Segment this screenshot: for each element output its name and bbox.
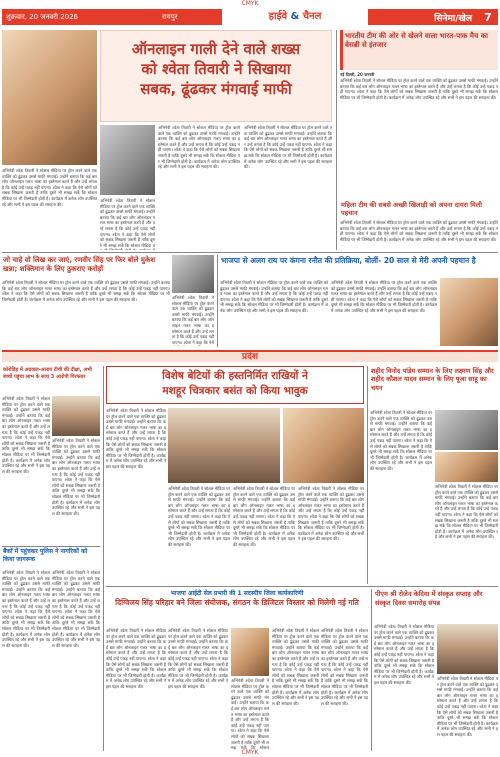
bottom-right-body-1: अभिनेत्री श्वेता तिवारी ने सोशल मीडिया पर ट्रोल करने वाले एक व्यक्ति को ढूंढकर उससे माफी मंगवाई। उन्होंने बताया कि कई बार लोग ऑनलाइन गलत भाषा का इस्तेमाल करते हैं और उन्हें लगता है कि कोई उन्हें पकड़ नहीं पाएगा। श्वेता ने कहा कि ऐसे लोगों को सबक सिखाना जरूरी है ताकि दूसरे भी समझ सकें कि सोशल मीडिया पर भी जिम्मेदारी होती है। कार्यक्रम में अनेक लोग उपस्थित रहे और सभी ने इस पहल की सराहना की।	[374, 624, 434, 685]
right-story1-dateline: नई दिल्ली, 20 जनवरी	[340, 72, 375, 77]
bottom-center-header	[106, 589, 368, 625]
police-photo	[52, 396, 100, 436]
lower-center-headline-1: विशेष बेटियों की हस्तनिर्मित राखियों ने	[162, 370, 308, 382]
cmyk-mark-bottom: CMYK	[241, 749, 259, 756]
story-thumbnail	[100, 125, 155, 195]
masthead-city: रायपुर	[162, 12, 178, 21]
rakhi-event-photo	[168, 408, 280, 483]
masthead	[2, 9, 498, 25]
main-story-col-1: अभिनेत्री श्वेता तिवारी ने सोशल मीडिया पर ट्रोल करने वाले एक व्यक्ति को ढूंढकर उससे माफी मंगवाई। उन्होंने बताया कि कई बार लोग ऑनलाइन गलत भाषा का इस्तेमाल करते हैं और उन्हें लगता है कि कोई उन्हें पकड़ नहीं पाएगा। श्वेता ने कहा कि ऐसे लोगों को सबक सिखाना जरूरी है ताकि दूसरे भी समझ सकें कि सोशल मीडिया पर भी जिम्मेदारी होती है। कार्यक्रम में अनेक लोग उपस्थित रहे और सभी ने इस पहल की सराहना की।	[158, 125, 240, 170]
right-story1-header	[340, 30, 498, 70]
cmyk-mark-top: CMYK	[241, 0, 259, 7]
main-story-col-thumb: अभिनेत्री श्वेता तिवारी ने सोशल मीडिया पर ट्रोल करने वाले एक व्यक्ति को ढूंढकर उससे माफी मंगवाई। उन्होंने बताया कि कई बार लोग ऑनलाइन गलत भाषा का इस्तेमाल करते हैं और उन्हें लगता है कि कोई उन्हें पकड़ नहीं पाएगा। श्वेता ने कहा कि ऐसे लोगों को सबक सिखाना जरूरी है ताकि दूसरे भी समझ सकें कि सोशल मीडिया प	[100, 198, 155, 248]
lower-left2-headline: बैंकों में पहुंचकर पुलिस ने नागरिकों को किया जागरूक	[3, 548, 88, 563]
digvijay-photo	[231, 628, 269, 676]
main-headline-3: सबक, ढूंढकर मंगवाई माफी	[140, 80, 292, 98]
main-headline-1: ऑनलाइन गाली देने वाले शख्स	[131, 40, 301, 58]
lower-left1-headline: कोरोडिह में अग्रवाल-अलाय टीची की दीक्षा, अभी बच्चों पहुंचा लाभ के साथ 3 आरोपी गिरफ्तार	[3, 367, 92, 380]
right-story1-headline: भारतीय टीम की ओर से खेलने वाला भारत-पाक मैच का बेसब्री से इंतजार	[345, 32, 488, 49]
logo-ampersand: &	[290, 11, 300, 22]
bottom-right-header	[374, 589, 498, 621]
lower-left2-header	[2, 546, 100, 568]
mid-left-headline: जो चाहे वो लिख कर जाएं, रणवीर सिंह पर फिर बोले मुकेश खन्ना; शक्तिमान के लिए ठुकराए करोड़ों	[3, 256, 156, 273]
horizontal-rule-1	[2, 252, 498, 253]
sanskrit-event-photo	[437, 624, 498, 674]
mid-left-body-2: अभिनेत्री श्वेता तिवारी ने सोशल मीडिया पर ट्रोल करने वाले एक व्यक्ति को ढूंढकर उससे माफी मंगवाई। उन्होंने बताया कि कई बार लोग ऑनलाइन गलत भाषा का इस्तेमाल करते हैं और उन्हें लगता है कि कोई उन्हें पकड़ नहीं पाएगा। श्वेता ने कहा कि ऐसे	[172, 295, 214, 345]
main-story-col-0: अभिनेत्री श्वेता तिवारी ने सोशल मीडिया पर ट्रोल करने वाले एक व्यक्ति को ढूंढकर उससे माफी मंगवाई। उन्होंने बताया कि कई बार लोग ऑनलाइन गलत भाषा का इस्तेमाल करते हैं और उन्हें लगता है कि कोई उन्हें पकड़ नहीं पाएगा। श्वेता ने कहा कि ऐसे लोगों को सबक सिखाना जरूरी है ताकि दूसरे भी समझ सकें कि सोशल मीडिया पर भी जिम्मेदारी होती है। कार्यक्रम में अनेक लोग उपस्थित रहे और सभी ने इस पहल की सराहना की।	[2, 168, 97, 207]
bottom-center-headline: दिग्विजय सिंह परिहार बने जिला संयोजक, संगठन के डिजिटल विस्तार को मिलेगी नई गति	[115, 598, 359, 607]
newspaper-logo	[222, 9, 368, 25]
right-story2-header	[340, 200, 498, 218]
lower-center-header	[106, 366, 364, 404]
actress-photo	[2, 30, 97, 165]
bottom-center-body-4: अभिनेत्री श्वेता तिवारी ने सोशल मीडिया पर ट्रोल करने वाले एक व्यक्ति को ढूंढकर उससे माफी मंगवाई। उन्होंने बताया कि कई बार लोग ऑनलाइन गलत भाषा का इस्तेमाल करते हैं और उन्हें लगता है कि कोई उन्हें पकड़ नहीं पाएगा। श्वेता ने कहा कि ऐसे लोगों को सबक सिखाना जरूरी है ताकि दूसरे भी समझ सकें कि सोशल मीडिया पर भी जिम्मेदारी होती है। कार्यक्रम में अनेक लोग उपस्थित रहे और सभी ने इस पहल की सराहना की।	[272, 628, 319, 706]
lower-center-body-4: अभिनेत्री श्वेता तिवारी ने सोशल मीडिया पर ट्रोल करने वाले एक व्यक्ति को ढूंढकर उससे माफी मंगवाई। उन्होंने बताया कि कई बार लोग ऑनलाइन गलत भाषा का इस्तेमाल करते हैं और उन्हें लगता है कि कोई उन्हें पकड़ नहीं पाएगा। श्वेता ने कहा कि ऐसे लोगों को सबक सिखाना जरूरी है ताकि दूसरे भी समझ सकें कि सोशल मीडिया पर भी जिम्मेदारी होती है। कार्यक्रम में अनेक लोग उपस्थित रहे और सभी ने इस पहल की सराहना की।	[298, 486, 364, 542]
section-name: सिनेमा/खेल	[434, 13, 472, 24]
lower-left1-header	[2, 366, 100, 394]
mid-left-header	[2, 255, 170, 277]
main-headline-2: को श्वेता तिवारी ने सिखाया	[141, 60, 291, 78]
bottom-center-kicker: भाजपा आईटी सेल प्रभारी की 1 सदस्यीय जिला कार्यकारिणी	[170, 590, 304, 597]
lower-center-body-2: अभिनेत्री श्वेता तिवारी ने सोशल मीडिया पर ट्रोल करने वाले एक व्यक्ति को ढूंढकर उससे माफी मंगवाई। उन्होंने बताया कि कई बार लोग ऑनलाइन गलत भाषा का इस्तेमाल करते हैं और उन्हें लगता है कि कोई उन्हें पकड़ नहीं पाएगा। श्वेता ने कहा कि ऐसे लोगों को सबक सिखाना जरूरी है ताकि दूसरे भी समझ सकें कि सोशल मीडिया पर भी जिम्मेदारी होती है। कार्यक्रम में अनेक लोग उपस्थित रहे और सभी ने इस पहल की सराहना की।	[168, 486, 230, 547]
painter-photo	[283, 408, 364, 483]
column-divider-lower-right	[367, 366, 368, 584]
mid-left-body: अभिनेत्री श्वेता तिवारी ने सोशल मीडिया पर ट्रोल करने वाले एक व्यक्ति को ढूंढकर उससे माफी मंगवाई। उन्होंने बताया कि कई बार लोग ऑनलाइन गलत भाषा का इस्तेमाल करते हैं और उन्हें लगता है कि कोई उन्हें पकड़ नहीं पाएगा। श्वेता ने कहा कि ऐसे लोगों को सबक सिखाना जरूरी है ताकि दूसरे भी समझ सकें कि सोशल मीडिया पर भी जिम्मेदारी होती है। कार्यक्रम में अनेक लोग उपस्थित रहे और सभी ने इस पहल की सराहना की।	[2, 280, 170, 302]
lower-left2-body-1: अभिनेत्री श्वेता तिवारी ने सोशल मीडिया पर ट्रोल करने वाले एक व्यक्ति को ढूंढकर उससे माफी मंगवाई। उन्होंने बताया कि कई बार लोग ऑनलाइन गलत भाषा का इस्तेमाल करते हैं और उन्हें लगता है कि कोई उन्हें पकड़ नहीं पाएगा। श्वेता ने कहा कि ऐसे लोगों को सबक सिखाना जरूरी है ताकि दूसरे भी समझ सकें कि सोशल मीडिया पर भी जिम्मेदारी होती है। कार्यक्रम में अनेक लोग उपस्थित रहे और सभी ने इस पहल की सराहना की।	[2, 570, 50, 648]
mid-right-body-1: अभिनेत्री श्वेता तिवारी ने सोशल मीडिया पर ट्रोल करने वाले एक व्यक्ति को ढूंढकर उससे माफी मंगवाई। उन्होंने बताया कि कई बार लोग ऑनलाइन गलत भाषा का इस्तेमाल करते हैं और उन्हें लगता है कि कोई उन्हें पकड़ नहीं पाएगा। श्वेता ने कहा कि ऐसे लोगों को सबक सिखाना जरूरी है ताकि दूसरे भी समझ सकें कि सोशल मीडिया पर भी जिम्मेदारी होती है। कार्यक्रम में अनेक लोग उपस्थित रहे और सभी ने इस पहल की सराहना की।	[220, 280, 328, 313]
pradesh-section-band: प्रदेश	[2, 350, 498, 362]
logo-part-a: हाईवे	[268, 11, 288, 22]
martyr-photo-1	[435, 410, 498, 450]
kangana-photo	[440, 278, 498, 346]
right-story2-body: अभिनेत्री श्वेता तिवारी ने सोशल मीडिया पर ट्रोल करने वाले एक व्यक्ति को ढूंढकर उससे माफी मंगवाई। उन्होंने बताया कि कई बार लोग ऑनलाइन गलत भाषा का इस्तेमाल करते हैं और उन्हें लगता है कि कोई उन्हें पकड़ नहीं पाएगा। श्वेता ने कहा कि ऐसे लोगों को सबक सिखाना जरूरी है ताकि दूसरे भी समझ सकें कि सोशल मीडिया पर भी जिम्मेदारी होती है। कार्यक्रम में अनेक लोग उपस्थित रहे और सभी ने इस पहल की सराहना की।	[340, 220, 498, 242]
bottom-center-body-1: अभिनेत्री श्वेता तिवारी ने सोशल मीडिया पर ट्रोल करने वाले एक व्यक्ति को ढूंढकर उससे माफी मंगवाई। उन्होंने बताया कि कई बार लोग ऑनलाइन गलत भाषा का इस्तेमाल करते हैं और उन्हें लगता है कि कोई उन्हें पकड़ नहीं पाएगा। श्वेता ने कहा कि ऐसे लोगों को सबक सिखाना जरूरी है ताकि दूसरे भी समझ सकें कि सोशल मीडिया पर भी जिम्मेदारी होती है। कार्यक्रम में अनेक लोग उपस्थित रहे और सभी ने इस पहल की सराहना की।	[106, 628, 166, 689]
lower-right-body-1: अभिनेत्री श्वेता तिवारी ने सोशल मीडिया पर ट्रोल करने वाले एक व्यक्ति को ढूंढकर उससे माफी मंगवाई। उन्होंने बताया कि कई बार लोग ऑनलाइन गलत भाषा का इस्तेमाल करते हैं और उन्हें लगता है कि कोई उन्हें पकड़ नहीं पाएगा। श्वेता ने कहा कि ऐसे लोगों को सबक सिखाना जरूरी है ताकि दूसरे भी समझ सकें कि सोशल मीडिया पर भी जिम्मेदारी होती है। कार्यक्रम में अनेक लोग उपस्थित रहे और सभी ने इस पहल की सराहना की।	[370, 410, 432, 471]
mid-right-body-2: अभिनेत्री श्वेता तिवारी ने सोशल मीडिया पर ट्रोल करने वाले एक व्यक्ति को ढूंढकर उससे माफी मंगवाई। उन्होंने बताया कि कई बार लोग ऑनलाइन गलत भाषा का इस्तेमाल करते हैं और उन्हें लगता है कि कोई उन्हें पकड़ नहीं पाएगा। श्वेता ने कहा कि ऐसे लोगों को सबक सिखाना जरूरी है ताकि दूसरे भी समझ सकें कि सोशल मीडिया पर भी जिम्मेदारी होती है। कार्यक्रम में अनेक लोग उपस्थित रहे और सभी ने इस पहल की सराहना की।	[331, 280, 437, 313]
logo-part-b: चैनल	[302, 11, 322, 22]
lower-left1-body-2: अभिनेत्री श्वेता तिवारी ने सोशल मीडिया पर ट्रोल करने वाले एक व्यक्ति को ढूंढकर उससे माफी मंगवाई। उन्होंने बताया कि कई बार लोग ऑनलाइन गलत भाषा का इस्तेमाल करते हैं और उन्हें लगता है कि कोई उन्हें पकड़ नहीं पाएगा। श्वेता ने कहा कि ऐसे लोगों को सबक सिखाना जरूरी है ताकि दूसरे भी समझ सकें कि सोशल मीडिया पर भी जिम्मेदारी होती है। कार्यक्रम में अनेक लोग उपस्थित रहे और सभी ने इस पहल की सराहना की।	[52, 438, 100, 516]
column-divider-mid	[217, 255, 218, 347]
awardee-photo	[435, 452, 498, 482]
main-headline-box	[100, 30, 332, 122]
lower-center-headline-2: मशहूर चित्रकार बसंत को किया भावुक	[162, 385, 308, 397]
lower-center-body-1: अभिनेत्री श्वेता तिवारी ने सोशल मीडिया पर ट्रोल करने वाले एक व्यक्ति को ढूंढकर उससे माफी मंगवाई। उन्होंने बताया कि कई बार लोग ऑनलाइन गलत भाषा का इस्तेमाल करते हैं और उन्हें लगता है कि कोई उन्हें पकड़ नहीं पाएगा। श्वेता ने कहा कि ऐसे लोगों को सबक सिखाना जरूरी है ताकि दूसरे भी समझ सकें कि सोशल मीडिया पर भी जिम्मेदारी होती है। कार्यक्रम में अनेक लोग उपस्थित रहे और सभी ने इस पहल की सराहना की।	[106, 408, 166, 469]
lower-left2-body-2: अभिनेत्री श्वेता तिवारी ने सोशल मीडिया पर ट्रोल करने वाले एक व्यक्ति को ढूंढकर उससे माफी मंगवाई। उन्होंने बताया कि कई बार लोग ऑनलाइन गलत भाषा का इस्तेमाल करते हैं और उन्हें लगता है कि कोई उन्हें पकड़ नहीं पाएगा। श्वेता ने कहा कि ऐसे लोगों को सबक सिखाना जरूरी है ताकि दूसरे भी समझ सकें कि सोशल मीडिया पर भी जिम्मेदारी होती है। कार्यक्रम में अनेक लोग उपस्थित रहे और सभी ने इस पहल की सराहना की।	[52, 570, 100, 648]
bottom-right-headline: पीएम श्री रोजेन केदिया में संस्कृत सप्ताह और संस्कृत दिवस समारोह संपन्न	[375, 590, 483, 607]
column-divider-bottom	[371, 589, 372, 751]
mid-right-header	[220, 255, 498, 277]
mukesh-khanna-photo	[172, 255, 214, 293]
masthead-date: शुक्रवार, 20 जनवरी 2026	[6, 12, 78, 21]
lower-right-body-2: अभिनेत्री श्वेता तिवारी ने सोशल मीडिया पर ट्रोल करने वाले एक व्यक्ति को ढूंढकर उससे माफी मंगवाई। उन्होंने बताया कि कई बार लोग ऑनलाइन गलत भाषा का इस्तेमाल करते हैं और उन्हें लगता है कि कोई उन्हें पकड़ नहीं पाएगा। श्वेता ने कहा कि ऐसे लोगों को सबक सिखाना जरूरी है ताकि दूसरे भी समझ सकें कि सोशल मीडिया पर भी जिम्मेदारी होती है। कार्यक्रम में अनेक लोग उपस्थित रहे और सभी ने इस पहल की सराहना की।	[435, 484, 498, 540]
lower-center-body-3: अभिनेत्री श्वेता तिवारी ने सोशल मीडिया पर ट्रोल करने वाले एक व्यक्ति को ढूंढकर उससे माफी मंगवाई। उन्होंने बताया कि कई बार लोग ऑनलाइन गलत भाषा का इस्तेमाल करते हैं और उन्हें लगता है कि कोई उन्हें पकड़ नहीं पाएगा। श्वेता ने कहा कि ऐसे लोगों को सबक सिखाना जरूरी है ताकि दूसरे भी समझ सकें कि सोशल मीडिया पर भी जिम्मेदारी होती है। कार्यक्रम में अनेक लोग उपस्थित रहे और सभी ने इस पहल की सराहना की।	[233, 486, 295, 547]
column-divider-lower-left	[103, 366, 104, 751]
bottom-right-body-2: अभिनेत्री श्वेता तिवारी ने सोशल मीडिया पर ट्रोल करने वाले एक व्यक्ति को ढूंढकर उससे माफी मंगवाई। उन्होंने बताया कि कई बार लोग ऑनलाइन गलत भाषा का इस्तेमाल करते हैं और उन्हें लगता है कि कोई उन्हें पकड़ नहीं पाएगा। श्वेता ने कहा कि ऐसे लोगों को सबक सिखाना जरूरी है ताकि दूसरे भी समझ सकें कि सोशल मीडिया पर भी जिम्मेदारी होती है। कार्यक्रम में अनेक लोग उपस्थित रहे और सभी ने इस पहल की सराहना की।	[437, 676, 498, 737]
main-story-col-2: अभिनेत्री श्वेता तिवारी ने सोशल मीडिया पर ट्रोल करने वाले एक व्यक्ति को ढूंढकर उससे माफी मंगवाई। उन्होंने बताया कि कई बार लोग ऑनलाइन गलत भाषा का इस्तेमाल करते हैं और उन्हें लगता है कि कोई उन्हें पकड़ नहीं पाएगा। श्वेता ने कहा कि ऐसे लोगों को सबक सिखाना जरूरी है ताकि दूसरे भी समझ सकें कि सोशल मीडिया पर भी जिम्मेदारी होती है। कार्यक्रम में अनेक लोग उपस्थित रहे और सभी ने इस पहल की सराहना की।	[244, 125, 332, 170]
lower-right-headline: शहीद विनोद पांडेय सम्मान के लिए लक्ष्मण सिंह और शहीद कौशल यादव सम्मान के लिए पूजा साहू का चयन	[371, 367, 494, 392]
bottom-center-body-3: अभिनेत्री श्वेता तिवारी ने सोशल मीडिया पर ट्रोल करने वाले एक व्यक्ति को ढूंढकर उससे माफी मंगवाई। उन्होंने बताया कि कई बार लोग ऑनलाइन गलत भाषा का इस्तेमाल करते हैं और उन्हें लगता है कि कोई उन्हें पकड़ नहीं पाएगा। श्वेता ने कहा कि ऐसे लोगों को सबक सिखाना जरूरी है ताकि दूसरे भी समझ सकें कि सोशल	[231, 678, 269, 750]
lower-right-header	[370, 366, 498, 408]
bottom-center-body-5: अभिनेत्री श्वेता तिवारी ने सोशल मीडिया पर ट्रोल करने वाले एक व्यक्ति को ढूंढकर उससे माफी मंगवाई। उन्होंने बताया कि कई बार लोग ऑनलाइन गलत भाषा का इस्तेमाल करते हैं और उन्हें लगता है कि कोई उन्हें पकड़ नहीं पाएगा। श्वेता ने कहा कि ऐसे लोगों को सबक सिखाना जरूरी है ताकि दूसरे भी समझ सकें कि सोशल मीडिया पर भी जिम्मेदारी होती है। कार्यक्रम में अनेक लोग उपस्थित रहे और सभी ने इस पहल की सराहना की।	[321, 628, 368, 706]
bottom-center-body-2: अभिनेत्री श्वेता तिवारी ने सोशल मीडिया पर ट्रोल करने वाले एक व्यक्ति को ढूंढकर उससे माफी मंगवाई। उन्होंने बताया कि कई बार लोग ऑनलाइन गलत भाषा का इस्तेमाल करते हैं और उन्हें लगता है कि कोई उन्हें पकड़ नहीं पाएगा। श्वेता ने कहा कि ऐसे लोगों को सबक सिखाना जरूरी है ताकि दूसरे भी समझ सकें कि सोशल मीडिया पर भी जिम्मेदारी होती है। कार्यक्रम में अनेक लोग उपस्थित रहे और सभी ने इस पहल की सराहना की।	[168, 628, 228, 689]
horizontal-rule-2	[106, 586, 498, 587]
right-story2-headline: महिला टीम की सबसे अच्छी खिलाड़ी को अपना दायरा मिली पहचान	[341, 201, 482, 217]
page-number: 7	[484, 10, 492, 24]
right-story1-body: अभिनेत्री श्वेता तिवारी ने सोशल मीडिया पर ट्रोल करने वाले एक व्यक्ति को ढूंढकर उससे माफी मंगवाई। उन्होंने बताया कि कई बार लोग ऑनलाइन गलत भाषा का इस्तेमाल करते हैं और उन्हें लगता है कि कोई उन्हें पकड़ नहीं पाएगा। श्वेता ने कहा कि ऐसे लोगों को सबक सिखाना जरूरी है ताकि दूसरे भी समझ सकें कि सोशल मीडिया पर भी जिम्मेदारी होती है। कार्यक्रम में अनेक लोग उपस्थित रहे और सभी ने इस पहल की सराहना की।	[340, 78, 498, 100]
column-divider	[336, 30, 337, 250]
lower-left1-body-1: अभिनेत्री श्वेता तिवारी ने सोशल मीडिया पर ट्रोल करने वाले एक व्यक्ति को ढूंढकर उससे माफी मंगवाई। उन्होंने बताया कि कई बार लोग ऑनलाइन गलत भाषा का इस्तेमाल करते हैं और उन्हें लगता है कि कोई उन्हें पकड़ नहीं पाएगा। श्वेता ने कहा कि ऐसे लोगों को सबक सिखाना जरूरी है ताकि दूसरे भी समझ सकें कि सोशल मीडिया पर भी जिम्मेदारी होती है। कार्यक्रम में अनेक लोग उपस्थित रहे और सभी ने इस पहल की सराहना की।	[2, 396, 50, 474]
mid-right-headline: भाजपा से अलग राय पर कंगना रनौत की प्रतिक्रिया, बोलीं- 20 साल से मेरी अपनी पहचान है	[221, 256, 476, 265]
